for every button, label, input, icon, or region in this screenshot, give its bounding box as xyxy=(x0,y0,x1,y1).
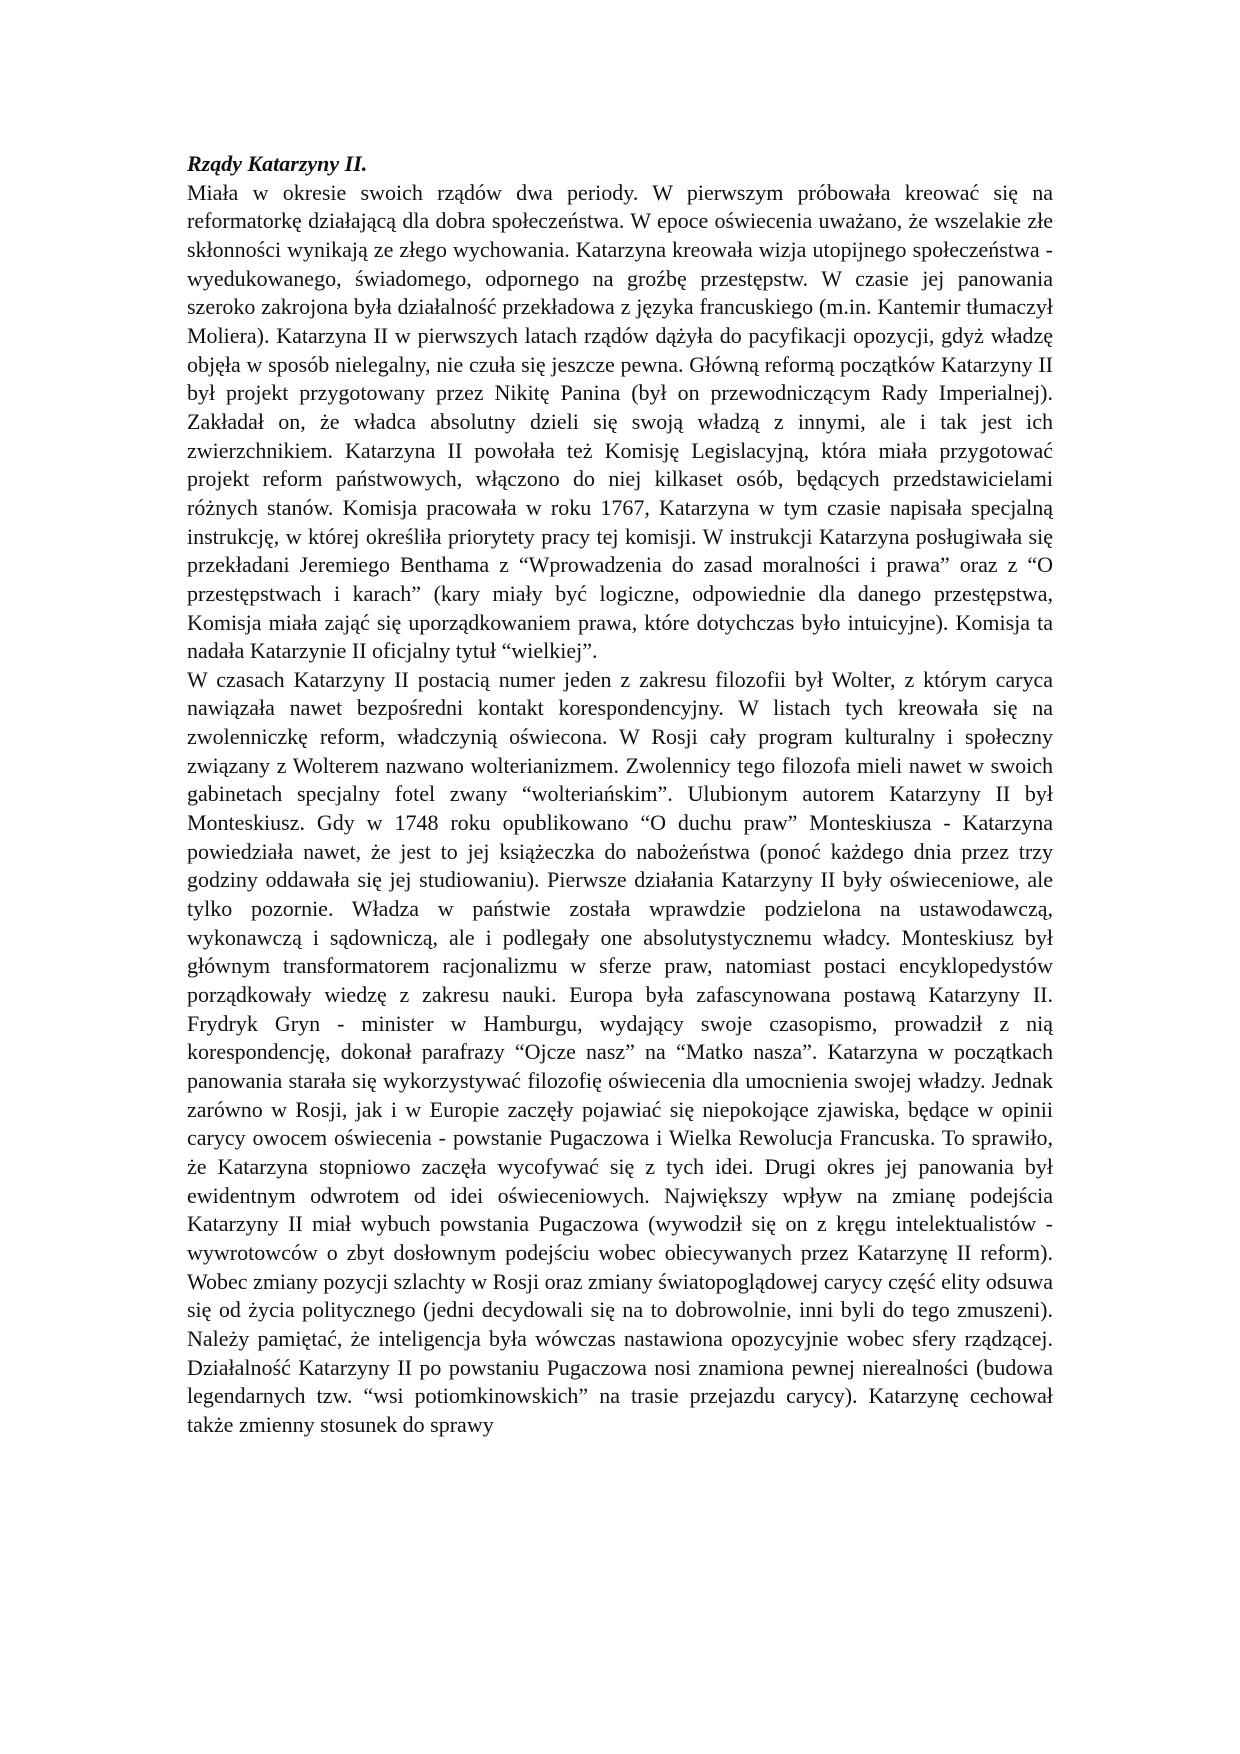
document-body xyxy=(187,150,1053,1440)
document-title: Rządy Katarzyny II. xyxy=(187,151,368,176)
paragraph-2: W czasach Katarzyny II postacią numer jeden z zakresu filozofii był Wolter, z którym caryca nawiązała nawet bezpośredni kontakt korespondencyjny. W listach tych kreowała się na zwolenniczkę reform, władczynią oświecona. W Rosji cały program kulturalny i społeczny związany z Wolterem nazwano wolterianizmem. Zwolennicy tego filozofa mieli nawet w swoich gabinetach specjalny fotel zwany “wolteriańskim”. Ulubionym autorem Katarzyny II był Monteskiusz. Gdy w 1748 roku opublikowano “O duchu praw” Monteskiusza - Katarzyna powiedziała nawet, że jest to jej książeczka do nabożeństwa (ponoć każdego dnia przez trzy godziny oddawała się jej studiowaniu). Pierwsze działania Katarzyny II były oświeceniowe, ale tylko pozornie. Władza w państwie została wprawdzie podzielona na ustawodawczą, wykonawczą i sądowniczą, ale i podlegały one absolutystycznemu władcy. Monteskiusz był głównym transformatorem racjonalizmu w sferze praw, natomiast postaci encyklopedystów porządkowały wiedzę z zakresu nauki. Europa była zafascynowana postawą Katarzyny II. Frydryk Gryn - minister w Hamburgu, wydający swoje czasopismo, prowadził z nią korespondencję, dokonał parafrazy “Ojcze nasz” na “Matko nasza”. Katarzyna w początkach panowania starała się wykorzystywać filozofię oświecenia dla umocnienia swojej władzy. Jednak zarówno w Rosji, jak i w Europie zaczęły pojawiać się niepokojące zjawiska, będące w opinii carycy owocem oświecenia - powstanie Pugaczowa i Wielka Rewolucja Francuska. To sprawiło, że Katarzyna stopniowo zaczęła wycofywać się z tych idei. Drugi okres jej panowania był ewidentnym odwrotem od idei oświeceniowych. Największy wpływ na zmianę podejścia Katarzyny II miał wybuch powstania Pugaczowa (wywodził się on z kręgu intelektualistów - wywrotowców o zbyt dosłownym podejściu wobec obiecywanych przez Katarzynę II reform). Wobec zmiany pozycji szlachty w Rosji oraz zmiany światopoglądowej carycy część elity odsuwa się od życia politycznego (jedni decydowali się na to dobrowolnie, inni byli do tego zmuszeni). Należy pamiętać, że inteligencja była wówczas nastawiona opozycyjnie wobec sfery rządzącej. Działalność Katarzyny II po powstaniu Pugaczowa nosi znamiona pewnej nierealności (budowa legendarnych tzw. “wsi potiomkinowskich” na trasie przejazdu carycy). Katarzynę cechował także zmienny stosunek do sprawy xyxy=(187,666,1053,1437)
paragraph-1: Miała w okresie swoich rządów dwa periody. W pierwszym próbowała kreować się na reformatorkę działającą dla dobra społeczeństwa. W epoce oświecenia uważano, że wszelakie złe skłonności wynikają ze złego wychowania. Katarzyna kreowała wizja utopijnego społeczeństwa - wyedukowanego, świadomego, odpornego na groźbę przestępstw. W czasie jej panowania szeroko zakrojona była działalność przekładowa z języka francuskiego (m.in. Kantemir tłumaczył Moliera). Katarzyna II w pierwszych latach rządów dążyła do pacyfikacji opozycji, gdyż władzę objęła w sposób nielegalny, nie czuła się jeszcze pewna. Główną reformą początków Katarzyny II był projekt przygotowany przez Nikitę Panina (był on przewodniczącym Rady Imperialnej). Zakładał on, że władca absolutny dzieli się swoją władzą z innymi, ale i tak jest ich zwierzchnikiem. Katarzyna II powołała też Komisję Legislacyjną, która miała przygotować projekt reform państwowych, włączono do niej kilkaset osób, będących przedstawicielami różnych stanów. Komisja pracowała w roku 1767, Katarzyna w tym czasie napisała specjalną instrukcję, w której określiła priorytety pracy tej komisji. W instrukcji Katarzyna posługiwała się przekładani Jeremiego Benthama z “Wprowadzenia do zasad moralności i prawa” oraz z “O przestępstwach i karach” (kary miały być logiczne, odpowiednie dla danego przestępstwa, Komisja miała zająć się uporządkowaniem prawa, które dotychczas było intuicyjne). Komisja ta nadała Katarzynie II oficjalny tytuł “wielkiej”. xyxy=(187,179,1053,664)
